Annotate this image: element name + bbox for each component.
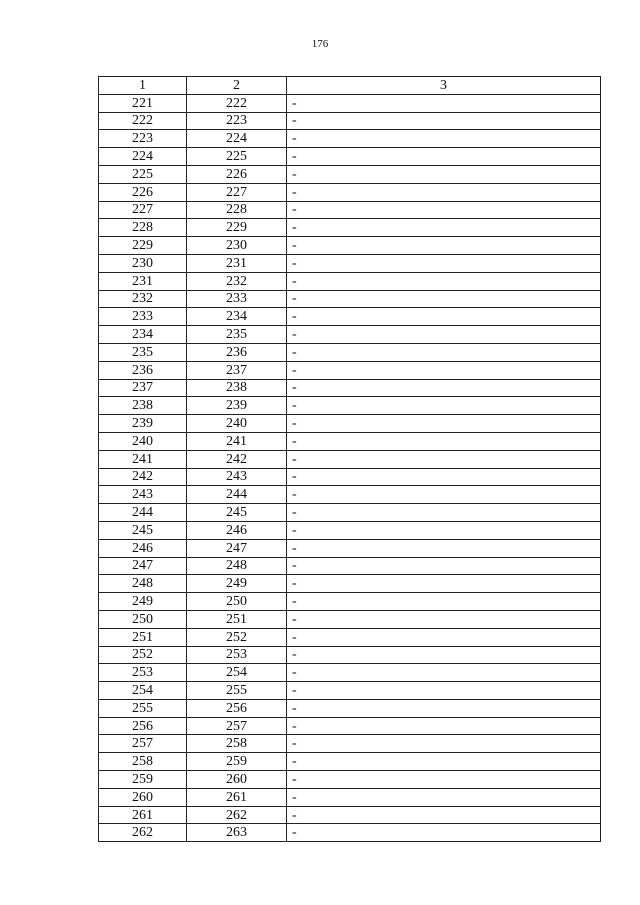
table-cell-col-2: 223 [187, 112, 287, 130]
table-cell-col-1: 226 [99, 183, 187, 201]
table-cell-col-2: 258 [187, 735, 287, 753]
table-row [99, 112, 601, 130]
table-cell-col-3: - [287, 183, 601, 201]
table-cell-col-3: - [287, 557, 601, 575]
table-cell-col-3: - [287, 148, 601, 166]
table-row [99, 682, 601, 700]
table-cell-col-3: - [287, 237, 601, 255]
table-cell-col-1: 248 [99, 575, 187, 593]
table-cell-col-2: 239 [187, 397, 287, 415]
table-cell-col-3: - [287, 94, 601, 112]
table-row [99, 432, 601, 450]
table-cell-col-3: - [287, 308, 601, 326]
table-cell-col-2: 245 [187, 504, 287, 522]
table-row [99, 165, 601, 183]
table-cell-col-3: - [287, 326, 601, 344]
table-row [99, 468, 601, 486]
table-cell-col-2: 230 [187, 237, 287, 255]
table-cell-col-2: 241 [187, 432, 287, 450]
table-row [99, 521, 601, 539]
table-cell-col-3: - [287, 682, 601, 700]
table-cell-col-3: - [287, 165, 601, 183]
table-cell-col-1: 244 [99, 504, 187, 522]
table-row [99, 183, 601, 201]
table-cell-col-1: 250 [99, 610, 187, 628]
table-cell-col-2: 242 [187, 450, 287, 468]
table-cell-col-2: 234 [187, 308, 287, 326]
table-cell-col-3: - [287, 219, 601, 237]
table-cell-col-3: - [287, 593, 601, 611]
table-cell-col-3: - [287, 343, 601, 361]
table-row [99, 575, 601, 593]
table-cell-col-3: - [287, 468, 601, 486]
table-cell-col-1: 256 [99, 717, 187, 735]
table-cell-col-3: - [287, 254, 601, 272]
table-row [99, 308, 601, 326]
table-row [99, 415, 601, 433]
table-row [99, 557, 601, 575]
table-cell-col-1: 242 [99, 468, 187, 486]
table-cell-col-2: 224 [187, 130, 287, 148]
table-row [99, 699, 601, 717]
table-cell-col-1: 252 [99, 646, 187, 664]
table-cell-col-1: 240 [99, 432, 187, 450]
table-cell-col-3: - [287, 201, 601, 219]
table-row [99, 326, 601, 344]
table-row [99, 397, 601, 415]
table-row [99, 788, 601, 806]
table-cell-col-2: 247 [187, 539, 287, 557]
table-cell-col-2: 243 [187, 468, 287, 486]
table-cell-col-1: 233 [99, 308, 187, 326]
table-row [99, 486, 601, 504]
data-table [98, 76, 601, 842]
table-cell-col-2: 235 [187, 326, 287, 344]
table-cell-col-1: 230 [99, 254, 187, 272]
table-cell-col-2: 249 [187, 575, 287, 593]
table-cell-col-1: 254 [99, 682, 187, 700]
table-cell-col-1: 259 [99, 771, 187, 789]
table-cell-col-1: 225 [99, 165, 187, 183]
table-cell-col-1: 229 [99, 237, 187, 255]
table-cell-col-3: - [287, 539, 601, 557]
table-cell-col-2: 254 [187, 664, 287, 682]
table-cell-col-1: 262 [99, 824, 187, 842]
table-body [99, 94, 601, 841]
table-cell-col-2: 253 [187, 646, 287, 664]
table-cell-col-3: - [287, 824, 601, 842]
table-cell-col-2: 261 [187, 788, 287, 806]
table-row [99, 504, 601, 522]
table-cell-col-2: 246 [187, 521, 287, 539]
table-row [99, 610, 601, 628]
table-cell-col-2: 226 [187, 165, 287, 183]
table-row [99, 94, 601, 112]
table-cell-col-2: 229 [187, 219, 287, 237]
table-cell-col-1: 241 [99, 450, 187, 468]
table-cell-col-2: 250 [187, 593, 287, 611]
table-cell-col-2: 259 [187, 753, 287, 771]
table-cell-col-1: 224 [99, 148, 187, 166]
table-cell-col-3: - [287, 717, 601, 735]
table-cell-col-2: 231 [187, 254, 287, 272]
table-cell-col-3: - [287, 290, 601, 308]
table-cell-col-1: 223 [99, 130, 187, 148]
table-cell-col-2: 263 [187, 824, 287, 842]
table-cell-col-3: - [287, 397, 601, 415]
table-cell-col-1: 239 [99, 415, 187, 433]
table-cell-col-1: 231 [99, 272, 187, 290]
table-row [99, 593, 601, 611]
table-cell-col-3: - [287, 628, 601, 646]
column-header-3: 3 [287, 77, 601, 95]
table-cell-col-1: 257 [99, 735, 187, 753]
table-row [99, 290, 601, 308]
table-row [99, 343, 601, 361]
table-row [99, 254, 601, 272]
table-cell-col-2: 251 [187, 610, 287, 628]
table-cell-col-1: 235 [99, 343, 187, 361]
table-cell-col-3: - [287, 735, 601, 753]
table-cell-col-1: 260 [99, 788, 187, 806]
header-row [99, 77, 601, 95]
table-cell-col-1: 232 [99, 290, 187, 308]
table-cell-col-3: - [287, 610, 601, 628]
table-cell-col-3: - [287, 788, 601, 806]
table-cell-col-1: 247 [99, 557, 187, 575]
table-row [99, 130, 601, 148]
table-cell-col-3: - [287, 130, 601, 148]
table-cell-col-1: 222 [99, 112, 187, 130]
table-cell-col-1: 243 [99, 486, 187, 504]
table-row [99, 361, 601, 379]
table-cell-col-3: - [287, 272, 601, 290]
table-row [99, 219, 601, 237]
table-cell-col-2: 236 [187, 343, 287, 361]
table-cell-col-2: 225 [187, 148, 287, 166]
table-cell-col-2: 237 [187, 361, 287, 379]
table-header [99, 77, 601, 95]
table-cell-col-1: 261 [99, 806, 187, 824]
table-row [99, 450, 601, 468]
table-row [99, 717, 601, 735]
table-row [99, 148, 601, 166]
table-cell-col-2: 232 [187, 272, 287, 290]
table-cell-col-3: - [287, 753, 601, 771]
table-cell-col-2: 256 [187, 699, 287, 717]
table-cell-col-3: - [287, 646, 601, 664]
table-cell-col-1: 249 [99, 593, 187, 611]
table-row [99, 379, 601, 397]
table-row [99, 806, 601, 824]
table-row [99, 237, 601, 255]
table-row [99, 753, 601, 771]
table-row [99, 771, 601, 789]
table-cell-col-1: 236 [99, 361, 187, 379]
table-cell-col-1: 246 [99, 539, 187, 557]
table-cell-col-1: 258 [99, 753, 187, 771]
table-cell-col-3: - [287, 450, 601, 468]
table-cell-col-3: - [287, 432, 601, 450]
table-cell-col-2: 222 [187, 94, 287, 112]
table-cell-col-1: 227 [99, 201, 187, 219]
table-cell-col-3: - [287, 664, 601, 682]
table-row [99, 272, 601, 290]
table-cell-col-1: 255 [99, 699, 187, 717]
table-cell-col-1: 237 [99, 379, 187, 397]
table-cell-col-2: 252 [187, 628, 287, 646]
column-header-2: 2 [187, 77, 287, 95]
table-cell-col-3: - [287, 415, 601, 433]
table-cell-col-2: 233 [187, 290, 287, 308]
table-row [99, 824, 601, 842]
table-cell-col-2: 240 [187, 415, 287, 433]
table-row [99, 201, 601, 219]
table-cell-col-2: 228 [187, 201, 287, 219]
table-cell-col-3: - [287, 575, 601, 593]
table-cell-col-1: 221 [99, 94, 187, 112]
table-cell-col-1: 228 [99, 219, 187, 237]
table-cell-col-2: 248 [187, 557, 287, 575]
table-cell-col-3: - [287, 521, 601, 539]
table-cell-col-2: 227 [187, 183, 287, 201]
table-cell-col-3: - [287, 806, 601, 824]
table-row [99, 646, 601, 664]
page-number: 176 [311, 38, 329, 50]
table-cell-col-3: - [287, 699, 601, 717]
table-row [99, 735, 601, 753]
column-header-1: 1 [99, 77, 187, 95]
table-row [99, 628, 601, 646]
table-cell-col-3: - [287, 379, 601, 397]
table-row [99, 664, 601, 682]
table-cell-col-1: 238 [99, 397, 187, 415]
table-cell-col-3: - [287, 112, 601, 130]
table-cell-col-3: - [287, 361, 601, 379]
table-cell-col-1: 234 [99, 326, 187, 344]
table-row [99, 539, 601, 557]
table-cell-col-1: 253 [99, 664, 187, 682]
table-cell-col-2: 257 [187, 717, 287, 735]
table-cell-col-1: 245 [99, 521, 187, 539]
table-cell-col-2: 244 [187, 486, 287, 504]
table-cell-col-2: 255 [187, 682, 287, 700]
table-cell-col-2: 260 [187, 771, 287, 789]
table-cell-col-1: 251 [99, 628, 187, 646]
table-cell-col-2: 262 [187, 806, 287, 824]
table-cell-col-3: - [287, 771, 601, 789]
table-cell-col-3: - [287, 486, 601, 504]
table-cell-col-3: - [287, 504, 601, 522]
table-cell-col-2: 238 [187, 379, 287, 397]
